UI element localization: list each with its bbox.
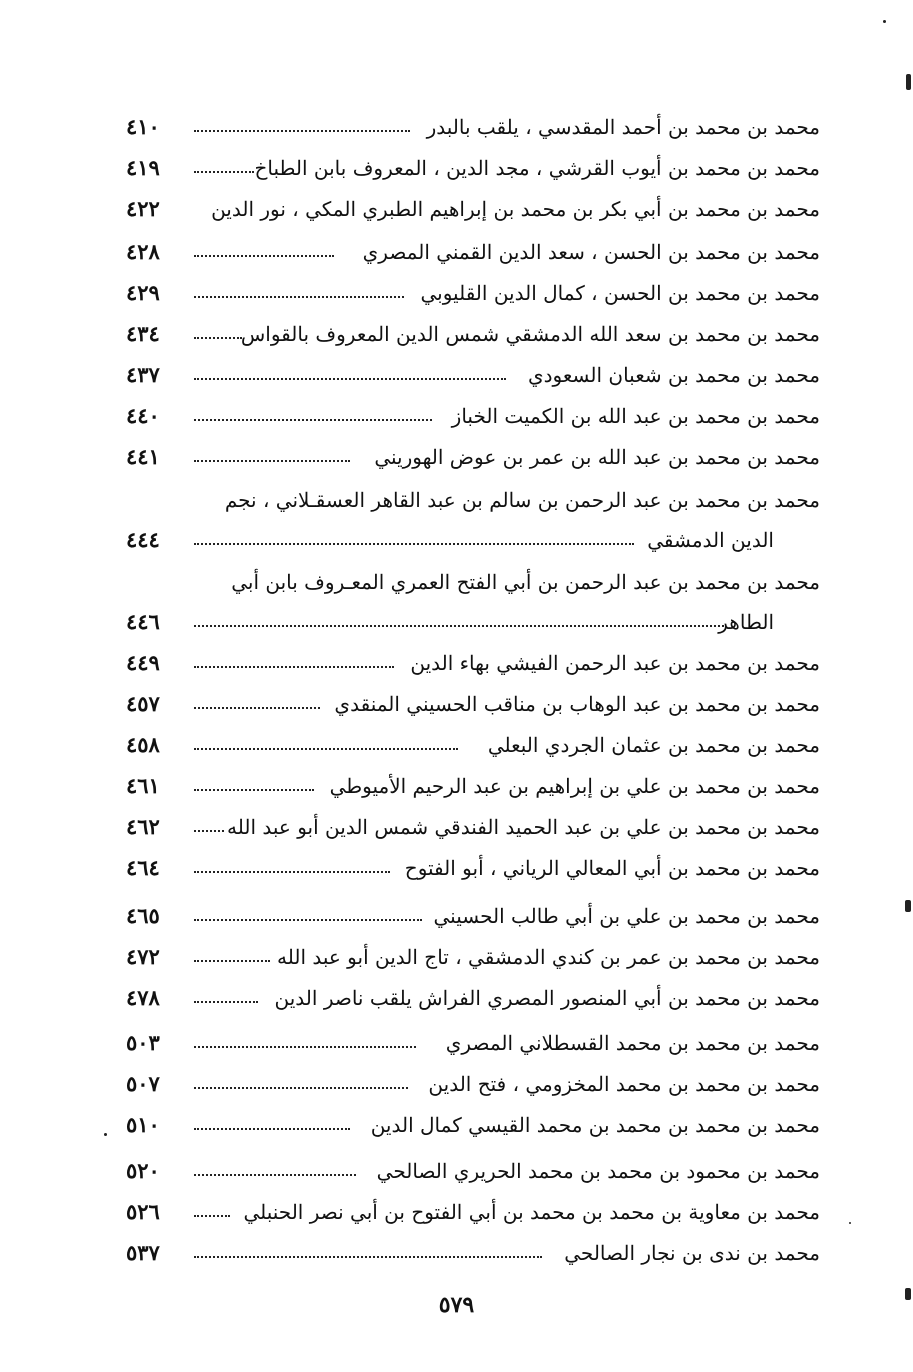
entry-page-number: ٥٢٠ (126, 1158, 160, 1183)
index-entry (120, 236, 820, 276)
leader-dots (194, 460, 350, 462)
leader-dots (194, 419, 432, 421)
entry-page-number: ٤٤١ (126, 444, 160, 469)
entry-page-number: ٤٢٩ (126, 280, 160, 305)
index-entry (120, 1155, 820, 1195)
index-entry (120, 982, 820, 1022)
entry-page-number: ٤٣٤ (126, 321, 160, 346)
entry-name: محمد بن محمد بن محمد بن محمد القيسي كمال الدين (370, 1113, 820, 1137)
entry-page-number: ٤٦٢ (126, 814, 160, 839)
leader-dots (194, 255, 334, 257)
entry-name: محمد بن محمد بن علي بن عبد الحميد الفندقي شمس الدين أبو عبد الله (227, 815, 820, 839)
index-entry (120, 1237, 820, 1277)
entry-page-number: ٤٤٤ (126, 527, 160, 552)
entry-page-number: ٤١٩ (126, 155, 160, 180)
entry-page-number: ٤٦٥ (126, 903, 160, 928)
entry-page-number: ٤١٠ (126, 114, 160, 139)
index-entry (120, 770, 820, 810)
index-entry (120, 400, 820, 440)
entry-name-line1: محمد بن محمد بن عبد الرحمن بن سالم بن عبد القاهر العسقـلاني ، نجم (224, 488, 820, 512)
leader-dots (194, 707, 320, 709)
entry-name: محمد بن محمود بن محمد بن محمد الحريري الصالحي (376, 1159, 820, 1183)
scan-speck (905, 900, 911, 912)
index-entry (120, 606, 820, 646)
entry-name: محمد بن محمد بن الحسن ، كمال الدين القليوبي (420, 281, 820, 305)
entry-name: محمد بن محمد بن عثمان الجردي البعلي (487, 733, 820, 757)
index-entry (120, 729, 820, 769)
leader-dots (194, 919, 422, 921)
entry-name: محمد بن محمد بن محمد المخزومي ، فتح الدين (428, 1072, 820, 1096)
scan-speck (906, 74, 911, 90)
entry-name: محمد بن محمد بن عبد الرحمن الفيشي بهاء الدين (410, 651, 820, 675)
entry-name: محمد بن محمد بن علي بن إبراهيم بن عبد الرحيم الأميوطي (329, 774, 820, 798)
leader-dots (194, 748, 458, 750)
leader-dots (194, 1128, 350, 1130)
entry-name: محمد بن محمد بن أبي المنصور المصري الفراش يلقب ناصر الدين (274, 986, 820, 1010)
entry-name: محمد بن محمد بن عبد الوهاب بن مناقب الحسيني المنقدي (334, 692, 820, 716)
leader-dots (194, 666, 394, 668)
index-entry (120, 111, 820, 151)
entry-page-number: ٤٧٢ (126, 944, 160, 969)
entry-page-number: ٥٢٦ (126, 1199, 160, 1224)
scan-speck (104, 1133, 107, 1136)
entry-page-number: ٤٤٦ (126, 609, 160, 634)
scan-speck (849, 1222, 851, 1224)
entry-name: محمد بن محمد بن عمر بن كندي الدمشقي ، تاج الدين أبو عبد الله (277, 945, 820, 969)
entry-page-number: ٥٠٣ (126, 1030, 160, 1055)
entry-name: محمد بن ندى بن نجار الصالحي (564, 1241, 820, 1265)
index-entry (120, 900, 820, 940)
entry-page-number: ٤٧٨ (126, 985, 160, 1010)
leader-dots (194, 625, 724, 627)
scan-speck (905, 1288, 911, 1300)
leader-dots (194, 171, 254, 173)
entry-page-number: ٤٦٤ (126, 855, 160, 880)
index-entry (120, 524, 820, 564)
leader-dots (194, 871, 390, 873)
leader-dots (194, 960, 270, 962)
leader-dots (194, 378, 506, 380)
entry-name: محمد بن محمد بن الحسن ، سعد الدين القمني المصري (362, 240, 820, 264)
index-entry (120, 941, 820, 981)
entry-page-number: ٥٣٧ (126, 1240, 160, 1265)
index-entry (120, 318, 820, 358)
entry-page-number: ٤٥٨ (126, 732, 160, 757)
index-entry (120, 1109, 820, 1149)
leader-dots (194, 1087, 408, 1089)
entry-page-number: ٤٤٩ (126, 650, 160, 675)
entry-page-number: ٤٤٠ (126, 403, 160, 428)
index-entry (120, 193, 820, 233)
index-entry (120, 152, 820, 192)
entry-name: محمد بن محمد بن أبي المعالي الرياني ، أبو الفتوح (404, 856, 820, 880)
leader-dots (194, 1046, 416, 1048)
entry-page-number: ٤٢٢ (126, 196, 160, 221)
entry-name: محمد بن محمد بن علي بن أبي طالب الحسيني (433, 904, 820, 928)
index-entry (120, 359, 820, 399)
index-entry (120, 647, 820, 687)
entry-name: الدين الدمشقي (647, 528, 774, 552)
index-entry (120, 811, 820, 851)
entry-name: الطاهر (718, 610, 774, 634)
index-entry (120, 441, 820, 481)
entry-page-number: ٥١٠ (126, 1112, 160, 1137)
leader-dots (194, 789, 314, 791)
index-entry (120, 1196, 820, 1236)
entry-name: محمد بن محمد بن عبد الله بن الكميت الخباز (451, 404, 820, 428)
entry-page-number: ٥٠٧ (126, 1071, 160, 1096)
entry-page-number: ٤٦١ (126, 773, 160, 798)
page-number: ٥٧٩ (438, 1292, 475, 1318)
entry-name: محمد بن محمد بن أبي بكر بن محمد بن إبراهيم الطبري المكي ، نور الدين (211, 197, 820, 221)
leader-dots (194, 1256, 542, 1258)
leader-dots (194, 543, 634, 545)
leader-dots (194, 296, 404, 298)
entry-name-line1: محمد بن محمد بن عبد الرحمن بن أبي الفتح العمري المعـروف بابن أبي (231, 570, 820, 594)
index-entry (120, 277, 820, 317)
entry-page-number: ٤٥٧ (126, 691, 160, 716)
entry-name: محمد بن محمد بن عبد الله بن عمر بن عوض الهوريني (374, 445, 820, 469)
entry-name: محمد بن معاوية بن محمد بن محمد بن أبي الفتوح بن أبي نصر الحنبلي (243, 1200, 820, 1224)
leader-dots (194, 337, 242, 339)
index-entry (120, 1068, 820, 1108)
entry-name: محمد بن محمد بن شعبان السعودي (528, 363, 820, 387)
leader-dots (194, 130, 410, 132)
leader-dots (194, 1001, 258, 1003)
leader-dots (194, 1215, 230, 1217)
entry-name: محمد بن محمد بن أحمد المقدسي ، يلقب بالبدر (426, 115, 820, 139)
leader-dots (194, 830, 224, 832)
scan-speck (883, 20, 886, 23)
entry-name: محمد بن محمد بن محمد القسطلاني المصري (445, 1031, 820, 1055)
entry-page-number: ٤٣٧ (126, 362, 160, 387)
entry-page-number: ٤٢٨ (126, 239, 160, 264)
leader-dots (194, 1174, 356, 1176)
index-entry (120, 1027, 820, 1067)
entry-name: محمد بن محمد بن سعد الله الدمشقي شمس الدين المعروف بالقواس (240, 322, 820, 346)
entry-name: محمد بن محمد بن أيوب القرشي ، مجد الدين ، المعروف بابن الطباخ (254, 156, 820, 180)
index-entry (120, 688, 820, 728)
index-entry (120, 852, 820, 892)
